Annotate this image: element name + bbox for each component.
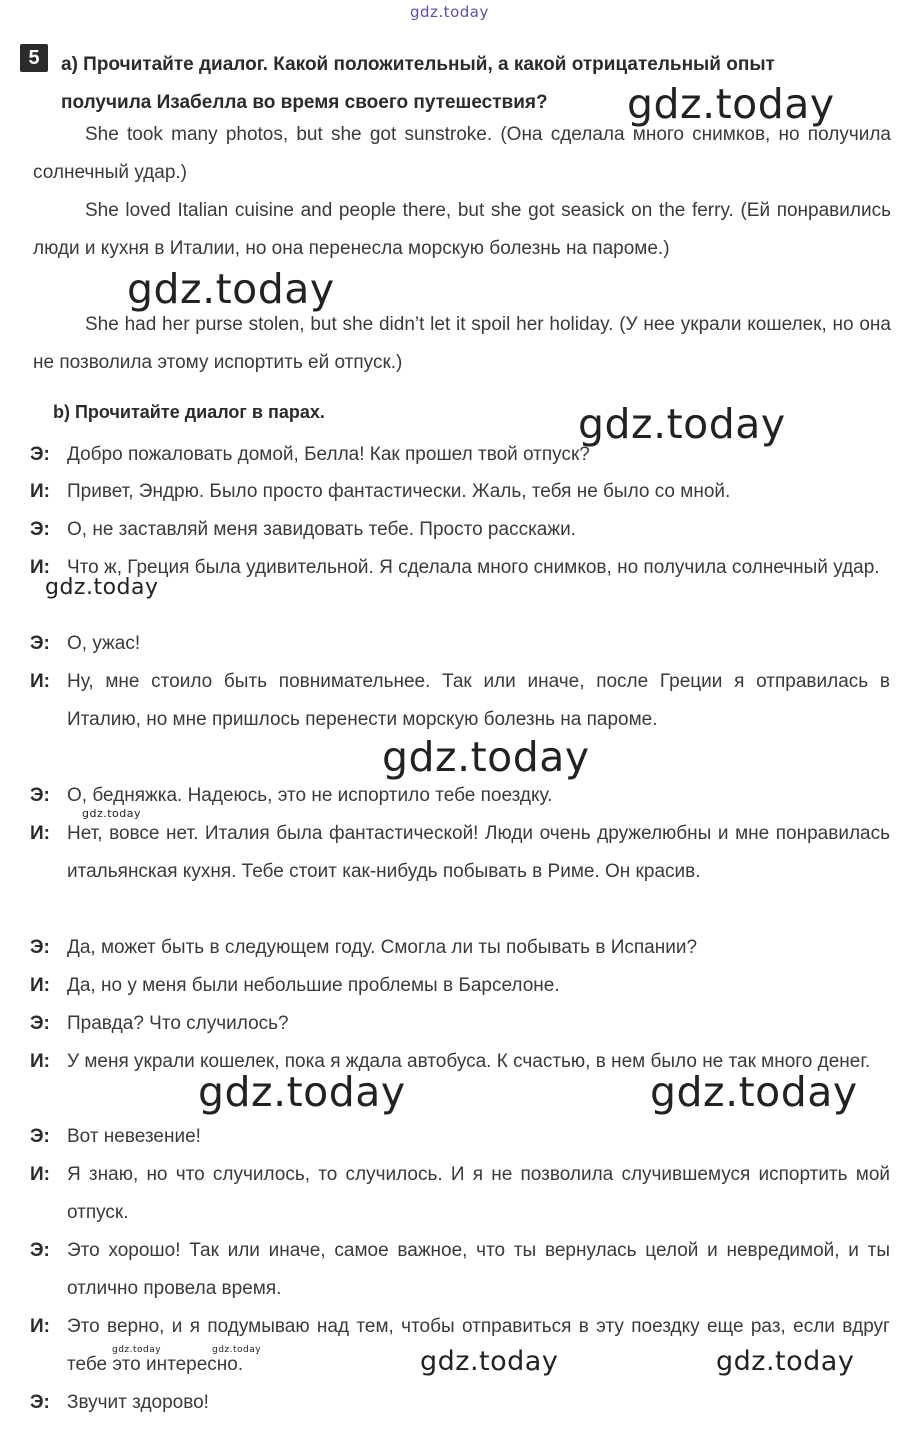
dialogue-text: Да, но у меня были небольшие проблемы в Барселоне. xyxy=(67,975,560,996)
dialogue-line xyxy=(30,549,890,587)
watermark: gdz.today xyxy=(112,1345,162,1355)
speaker-label: И: xyxy=(30,1051,50,1072)
dialogue-line xyxy=(30,929,890,967)
speaker-label: Э: xyxy=(30,937,50,958)
speaker-label: Э: xyxy=(30,1126,50,1147)
speaker-label: Э: xyxy=(30,1392,50,1413)
dialogue-line xyxy=(30,1005,890,1043)
watermark: gdz.today xyxy=(650,1068,858,1116)
speaker-label: Э: xyxy=(30,633,50,654)
speaker-label: И: xyxy=(30,1316,50,1337)
answer-paragraph xyxy=(33,192,891,268)
speaker-label: И: xyxy=(30,975,50,996)
dialogue-line xyxy=(30,777,890,815)
speaker-label: И: xyxy=(30,481,50,502)
dialogue-text: Что ж, Греция была удивительной. Я сделала много снимков, но получила солнечный удар. xyxy=(67,557,880,578)
answer-text: She loved Italian cuisine and people there, but she got seasick on the ferry. (Ей понравились люди и кухня в Италии, но она перенесла морскую болезнь на пароме.) xyxy=(33,200,891,259)
watermark: gdz.today xyxy=(82,807,142,820)
answer-paragraph xyxy=(33,306,891,382)
task-a-line1: a) Прочитайте диалог. Какой положительный, а какой отрицательный опыт xyxy=(61,54,775,75)
dialogue-text: Ну, мне стоило быть повнимательнее. Так или иначе, после Греции я отправилась в Италию, но мне пришлось перенести морскую болезнь на пароме. xyxy=(67,671,890,730)
dialogue-text: Вот невезение! xyxy=(67,1126,201,1147)
dialogue-line xyxy=(30,1118,890,1156)
task-a-line2: получила Изабелла во время своего путешествия? xyxy=(61,92,548,113)
dialogue-line xyxy=(30,663,890,739)
speaker-label: Э: xyxy=(30,519,50,540)
dialogue-text: Это хорошо! Так или иначе, самое важное, что ты вернулась целой и невредимой, и ты отлично провела время. xyxy=(67,1240,890,1299)
dialogue-text: Нет, вовсе нет. Италия была фантастической! Люди очень дружелюбны и мне понравилась итальянская кухня. Тебе стоит как-нибудь побывать в Риме. Он красив. xyxy=(67,823,890,882)
answer-text: She had her purse stolen, but she didn’t let it spoil her holiday. (У нее украли кошелек, но она не позволила этому испортить ей отпуск.) xyxy=(33,314,891,373)
watermark: gdz.today xyxy=(212,1345,262,1355)
dialogue-text: Добро пожаловать домой, Белла! Как прошел твой отпуск? xyxy=(67,444,590,465)
answer-text: She took many photos, but she got sunstroke. (Она сделала много снимков, но получила солнечный удар.) xyxy=(33,124,891,183)
speaker-label: Э: xyxy=(30,1240,50,1261)
dialogue-text: О, ужас! xyxy=(67,633,141,654)
dialogue-text: Звучит здорово! xyxy=(67,1392,209,1413)
dialogue-text: У меня украли кошелек, пока я ждала автобуса. К счастью, в нем было не так много денег. xyxy=(67,1051,871,1072)
dialogue-text: Привет, Эндрю. Было просто фантастически. Жаль, тебя не было со мной. xyxy=(67,481,731,502)
watermark: gdz.today xyxy=(578,400,786,448)
dialogue-line xyxy=(30,1156,890,1232)
dialogue-text: Я знаю, но что случилось, то случилось. И я не позволила случившемуся испортить мой отпуск. xyxy=(67,1164,890,1223)
speaker-label: Э: xyxy=(30,444,50,465)
speaker-label: И: xyxy=(30,671,50,692)
watermark: gdz.today xyxy=(716,1346,855,1377)
dialogue-line xyxy=(30,815,890,891)
dialogue-text: О, бедняжка. Надеюсь, это не испортило тебе поездку. xyxy=(67,785,553,806)
watermark: gdz.today xyxy=(127,265,335,313)
dialogue-text: Правда? Что случилось? xyxy=(67,1013,289,1034)
dialogue-line xyxy=(30,967,890,1005)
speaker-label: Э: xyxy=(30,785,50,806)
watermark: gdz.today xyxy=(45,575,159,600)
speaker-label: Э: xyxy=(30,1013,50,1034)
dialogue-text: Это верно, и я подумываю над тем, чтобы отправиться в эту поездку еще раз, если вдруг тебе это интересно. xyxy=(67,1316,890,1375)
dialogue-line xyxy=(30,625,890,663)
dialogue-line xyxy=(30,1232,890,1308)
speaker-label: И: xyxy=(30,823,50,844)
dialogue-line xyxy=(30,1384,890,1422)
dialogue-text: О, не заставляй меня завидовать тебе. Просто расскажи. xyxy=(67,519,576,540)
speaker-label: И: xyxy=(30,1164,50,1185)
task-b-heading: b) Прочитайте диалог в парах. xyxy=(53,402,325,422)
watermark: gdz.today xyxy=(382,733,590,781)
watermark: gdz.today xyxy=(198,1068,406,1116)
exercise-number: 5 xyxy=(20,44,48,72)
dialogue-text: Да, может быть в следующем году. Смогла ли ты побывать в Испании? xyxy=(67,937,698,958)
dialogue-line xyxy=(30,511,890,549)
watermark: gdz.today xyxy=(420,1346,559,1377)
watermark: gdz.today xyxy=(627,80,835,128)
watermark-top: gdz.today xyxy=(410,3,489,21)
speaker-label: И: xyxy=(30,557,50,578)
dialogue-line xyxy=(30,473,890,511)
